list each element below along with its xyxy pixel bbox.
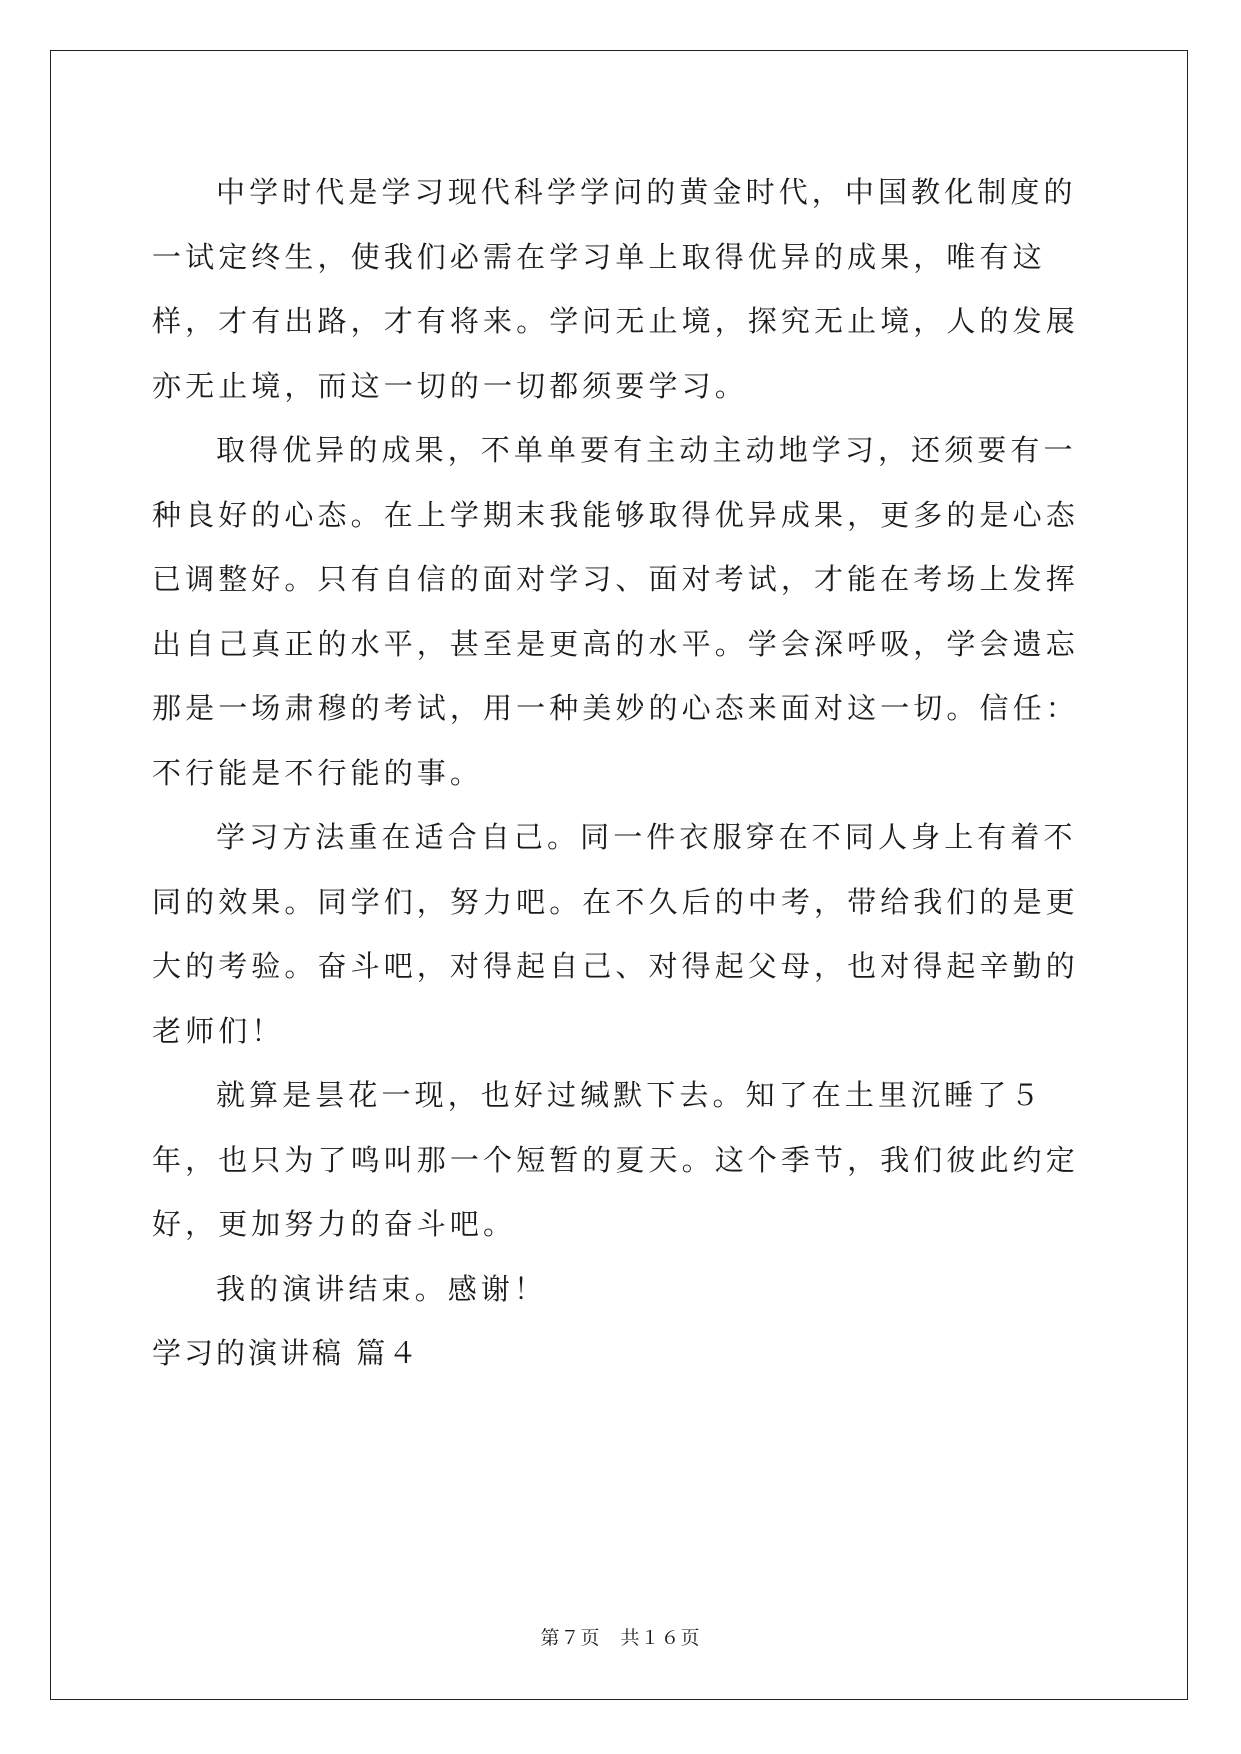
- paragraph-5: 我的演讲结束。感谢！: [216, 1271, 548, 1306]
- paragraph-2: 取得优异的成果，不单单要有主动主动地学习，还须要有一种良好的心态。在上学期末我能够取得优异成果，更多的是心态已调整好。只有自信的面对学习、面对考试，才能在考场上发挥出自己真正的水平，甚至是更高的水平。学会深呼吸，学会遗忘那是一场肃穆的考试，用一种美妙的心态来面对这一切。信任：不行能是不行能的事。: [152, 433, 1079, 790]
- section-heading: 学习的演讲稿 篇４: [152, 1336, 421, 1370]
- paragraph-3: 学习方法重在适合自己。同一件衣服穿在不同人身上有着不同的效果。同学们，努力吧。在不久后的中考，带给我们的是更大的考验。奋斗吧，对得起自己、对得起父母，也对得起辛勤的老师们！: [152, 820, 1079, 1048]
- page-number-total: 共１６页: [620, 1627, 701, 1649]
- document-body: [152, 160, 1090, 1386]
- page-footer: [0, 1623, 1241, 1650]
- page-number-current: 第７页: [540, 1627, 601, 1649]
- paragraph-1: 中学时代是学习现代科学学问的黄金时代，中国教化制度的一试定终生，使我们必需在学习单上取得优异的成果，唯有这样，才有出路，才有将来。学问无止境，探究无止境，人的发展亦无止境，而这一切的一切都须要学习。: [152, 175, 1079, 403]
- paragraph-4: 就算是昙花一现，也好过缄默下去。知了在土里沉睡了５年，也只为了鸣叫那一个短暂的夏天。这个季节，我们彼此约定好，更加努力的奋斗吧。: [152, 1078, 1079, 1241]
